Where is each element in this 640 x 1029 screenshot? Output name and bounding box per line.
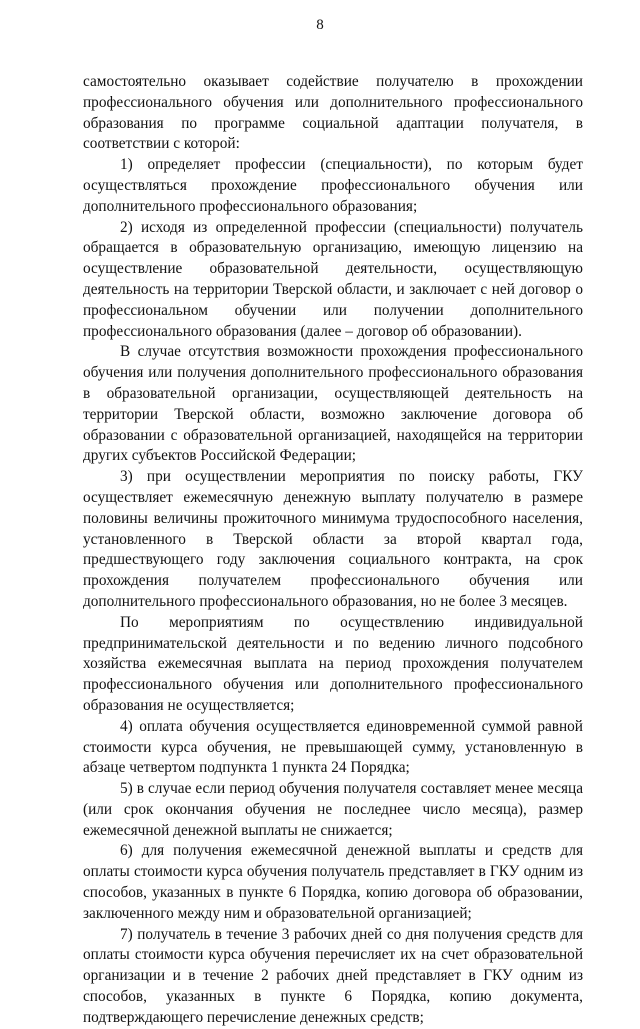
paragraph-item-3-note: По мероприятиям по осуществлению индивидуальной предпринимательской деятельности и по ведению личного подсобного хозяйства ежемесячная выплата на период прохождения получателем профессионального обучения или дополнительного профессионального образования не осуществляется; — [83, 613, 583, 714]
paragraph-item-7: 7) получатель в течение 3 рабочих дней со дня получения средств для оплаты стоимости курса обучения перечисляет их на счет образовательной организации и в течение 2 рабочих дней представляет в ГКУ одним из способов, указанных в пункте 6 Порядка, копию документа, подтверждающего перечисление денежных средств; — [83, 925, 583, 1026]
paragraph-item-6: 6) для получения ежемесячной денежной выплаты и средств для оплаты стоимости курса обучения получатель представляет в ГКУ одним из способов, указанных в пункте 6 Порядка, копию договора об образовании, заключенного между ним и образовательной организацией; — [83, 842, 583, 922]
page-number: 8 — [316, 17, 324, 33]
paragraph-item-1: 1) определяет профессии (специальности), по которым будет осуществляться прохождение профессионального обучения или дополнительного профессионального образования; — [83, 156, 583, 215]
document-body — [83, 72, 583, 1029]
paragraph-item-5: 5) в случае если период обучения получателя составляет менее месяца (или срок окончания обучения не последнее число месяца), размер ежемесячной денежной выплаты не снижается; — [83, 780, 583, 839]
paragraph-item-2: 2) исходя из определенной профессии (специальности) получатель обращается в образовательную организацию, имеющую лицензию на осуществление образовательной деятельности, осуществляющую деятельность на территории Тверской области, и заключает с ней договор о профессиональном обучении или получении дополнительного профессионального образования (далее – договор об образовании). — [83, 218, 583, 340]
paragraph-item-4: 4) оплата обучения осуществляется единовременной суммой равной стоимости курса обучения, не превышающей сумму, установленную в абзаце четвертом подпункта 1 пункта 24 Порядка; — [83, 717, 583, 777]
paragraph-item-2-note: В случае отсутствия возможности прохождения профессионального обучения или получения дополнительного профессионального образования в образовательной организации, осуществляющей деятельность на территории Тверской области, возможно заключение договора об образовании с образовательной организацией, находящейся на территории других субъектов Российской Федерации; — [83, 343, 583, 465]
paragraph-intro: самостоятельно оказывает содействие получателю в прохождении профессионального обучения или дополнительного профессионального образования по программе социальной адаптации получателя, в соответствии с которой: — [83, 73, 583, 153]
paragraph-item-3: 3) при осуществлении мероприятия по поиску работы, ГКУ осуществляет ежемесячную денежную выплату получателю в размере половины величины прожиточного минимума трудоспособного населения, установленного в Тверской области за второй квартал года, предшествующего году заключения социального контракта, на срок прохождения получателем профессионального обучения или дополнительного профессионального образования, но не более 3 месяцев. — [83, 468, 583, 610]
